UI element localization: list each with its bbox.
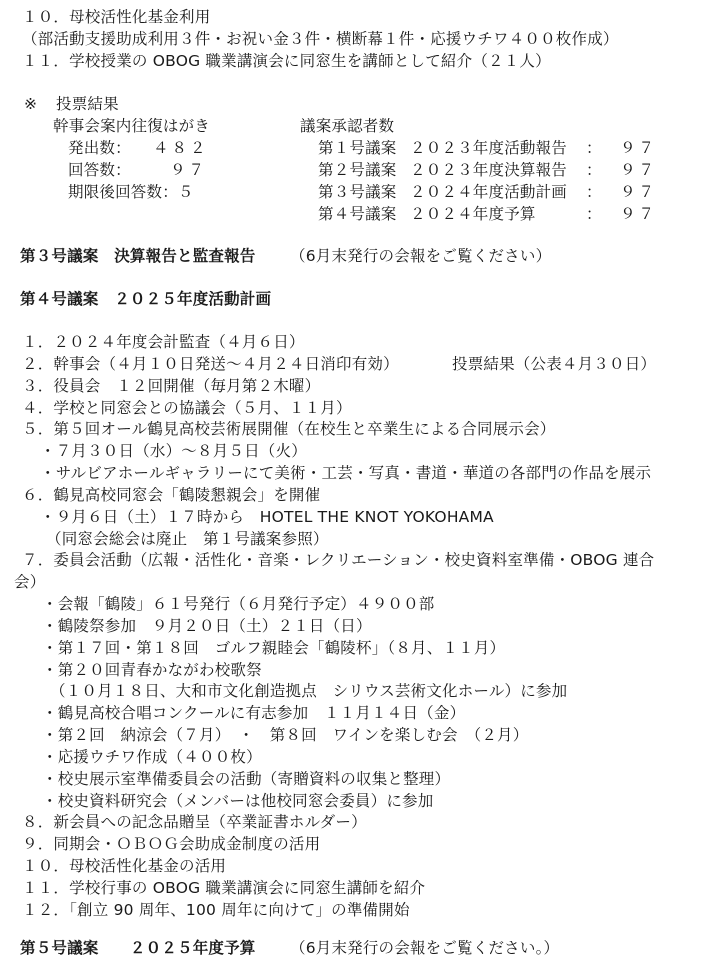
- approval-name: 第４号議案: [318, 205, 397, 223]
- approval-sep: ：: [586, 205, 602, 223]
- vote-sent-label: 発出数：: [68, 139, 131, 157]
- plan-item-11: １１．学校行事の OBOG 職業講演会に同窓生講師を紹介: [22, 879, 426, 897]
- prev-item-10-detail: （部活動支援助成利用３件・お祝い金３件・横断幕１件・応援ウチワ４００枚作成）: [22, 30, 619, 48]
- vote-answered-value: ９７: [170, 161, 208, 179]
- plan-item-9: ９．同期会・ＯＢＯＧ会助成金制度の活用: [22, 835, 321, 853]
- approval-count: ９７: [620, 161, 658, 179]
- plan-item-5-sub: ・７月３０日（水）～８月５日（火）: [40, 442, 307, 460]
- agenda3-title: 第３号議案 決算報告と監査報告: [20, 247, 256, 265]
- vote-title: 投票結果: [56, 95, 119, 113]
- vote-approvers-label: 議案承認者数: [300, 117, 395, 135]
- agenda3-note: （6月末発行の会報をご覧ください）: [290, 247, 552, 265]
- approval-sep: ：: [586, 139, 602, 157]
- agenda4-title: 第４号議案 ２０２５年度活動計画: [20, 290, 272, 308]
- approval-name: 第１号議案: [318, 139, 397, 157]
- vote-sent-value: ４８２: [153, 139, 209, 157]
- plan-item-7-sub: ・第１７回・第１８回 ゴルフ親睦会「鶴陵杯」（８月、１１月）: [42, 639, 506, 657]
- plan-item-10: １０．母校活性化基金の活用: [22, 857, 227, 875]
- plan-item-7-sub: ・第２回 納涼会（７月） ・ 第８回 ワインを楽しむ会 （２月）: [42, 726, 529, 744]
- plan-item-1: １．２０２４年度会計監査（４月６日）: [22, 333, 305, 351]
- approval-subject: ２０２３年度活動報告: [410, 139, 568, 157]
- vote-answered-label: 回答数：: [68, 161, 131, 179]
- plan-item-6: ６．鶴見高校同窓会「鶴陵懇親会」を開催: [22, 486, 321, 504]
- approval-subject: ２０２４年度活動計画: [410, 183, 568, 201]
- approval-sep: ：: [586, 161, 602, 179]
- prev-item-11: １１．学校授業の OBOG 職業講演会に同窓生を講師として紹介（２１人）: [22, 52, 551, 70]
- plan-item-3: ３．役員会 １２回開催（毎月第２木曜）: [22, 377, 321, 395]
- vote-postcard-label: 幹事会案内往復はがき: [53, 117, 211, 135]
- plan-item-7: ７．委員会活動（広報・活性化・音楽・レクリエーション・校史資料室準備・OBOG 連合: [22, 551, 655, 569]
- approval-count: ９７: [620, 183, 658, 201]
- plan-item-6-note: （同窓会総会は廃止 第１号議案参照）: [46, 530, 329, 548]
- plan-item-8: ８．新会員への記念品贈呈（卒業証書ホルダー）: [22, 813, 367, 831]
- plan-item-2-result: 投票結果（公表４月３０日）: [452, 355, 657, 373]
- plan-item-7-sub: ・校史展示室準備委員会の活動（寄贈資料の収集と整理）: [42, 770, 451, 788]
- plan-item-12: １２．「創立 90 周年、100 周年に向けて」の準備開始: [22, 901, 410, 919]
- approval-sep: ：: [586, 183, 602, 201]
- plan-item-7-sub: ・応援ウチワ作成（４００枚）: [42, 748, 262, 766]
- agenda5-note: （6月末発行の会報をご覧ください。）: [290, 939, 560, 957]
- plan-item-7-sub: ・校史資料研究会（メンバーは他校同窓会委員）に参加: [42, 792, 434, 810]
- plan-item-7-sub-cont: （１０月１８日、大和市文化創造拠点 シリウス芸術文化ホール）に参加: [50, 682, 568, 700]
- approval-count: ９７: [620, 205, 658, 223]
- plan-item-7-sub: ・会報「鶴陵」６１号発行（６月発行予定）４９００部: [42, 595, 435, 613]
- plan-item-6-sub: ・９月６日（土）１７時から HOTEL THE KNOT YOKOHAMA: [40, 508, 494, 526]
- plan-item-7-sub: ・鶴陵祭参加 ９月２０日（土）２１日（日）: [42, 617, 372, 635]
- plan-item-2: ２．幹事会（４月１０日発送～４月２４日消印有効）: [22, 355, 399, 373]
- approval-count: ９７: [620, 139, 658, 157]
- vote-late-label: 期限後回答数：５: [68, 183, 194, 201]
- vote-mark: ※: [24, 95, 38, 113]
- approval-subject: ２０２４年度予算: [410, 205, 536, 223]
- approval-name: 第２号議案: [318, 161, 397, 179]
- plan-item-7-sub: ・鶴見高校合唱コンクールに有志参加 １１月１４日（金）: [42, 704, 466, 722]
- agenda5-title: 第５号議案 ２０２５年度予算: [20, 939, 256, 957]
- plan-item-5-sub: ・サルビアホールギャラリーにて美術・工芸・写真・書道・華道の各部門の作品を展示: [40, 464, 652, 482]
- approval-name: 第３号議案: [318, 183, 397, 201]
- plan-item-4: ４．学校と同窓会との協議会（５月、１１月）: [22, 399, 352, 417]
- plan-item-7-sub: ・第２０回青春かながわ校歌祭: [42, 661, 262, 679]
- approval-subject: ２０２３年度決算報告: [410, 161, 568, 179]
- plan-item-7-cont: 会）: [14, 573, 46, 591]
- prev-item-10: １０．母校活性化基金利用: [22, 8, 211, 26]
- plan-item-5: ５．第５回オール鶴見高校芸術展開催（在校生と卒業生による合同展示会）: [22, 420, 556, 438]
